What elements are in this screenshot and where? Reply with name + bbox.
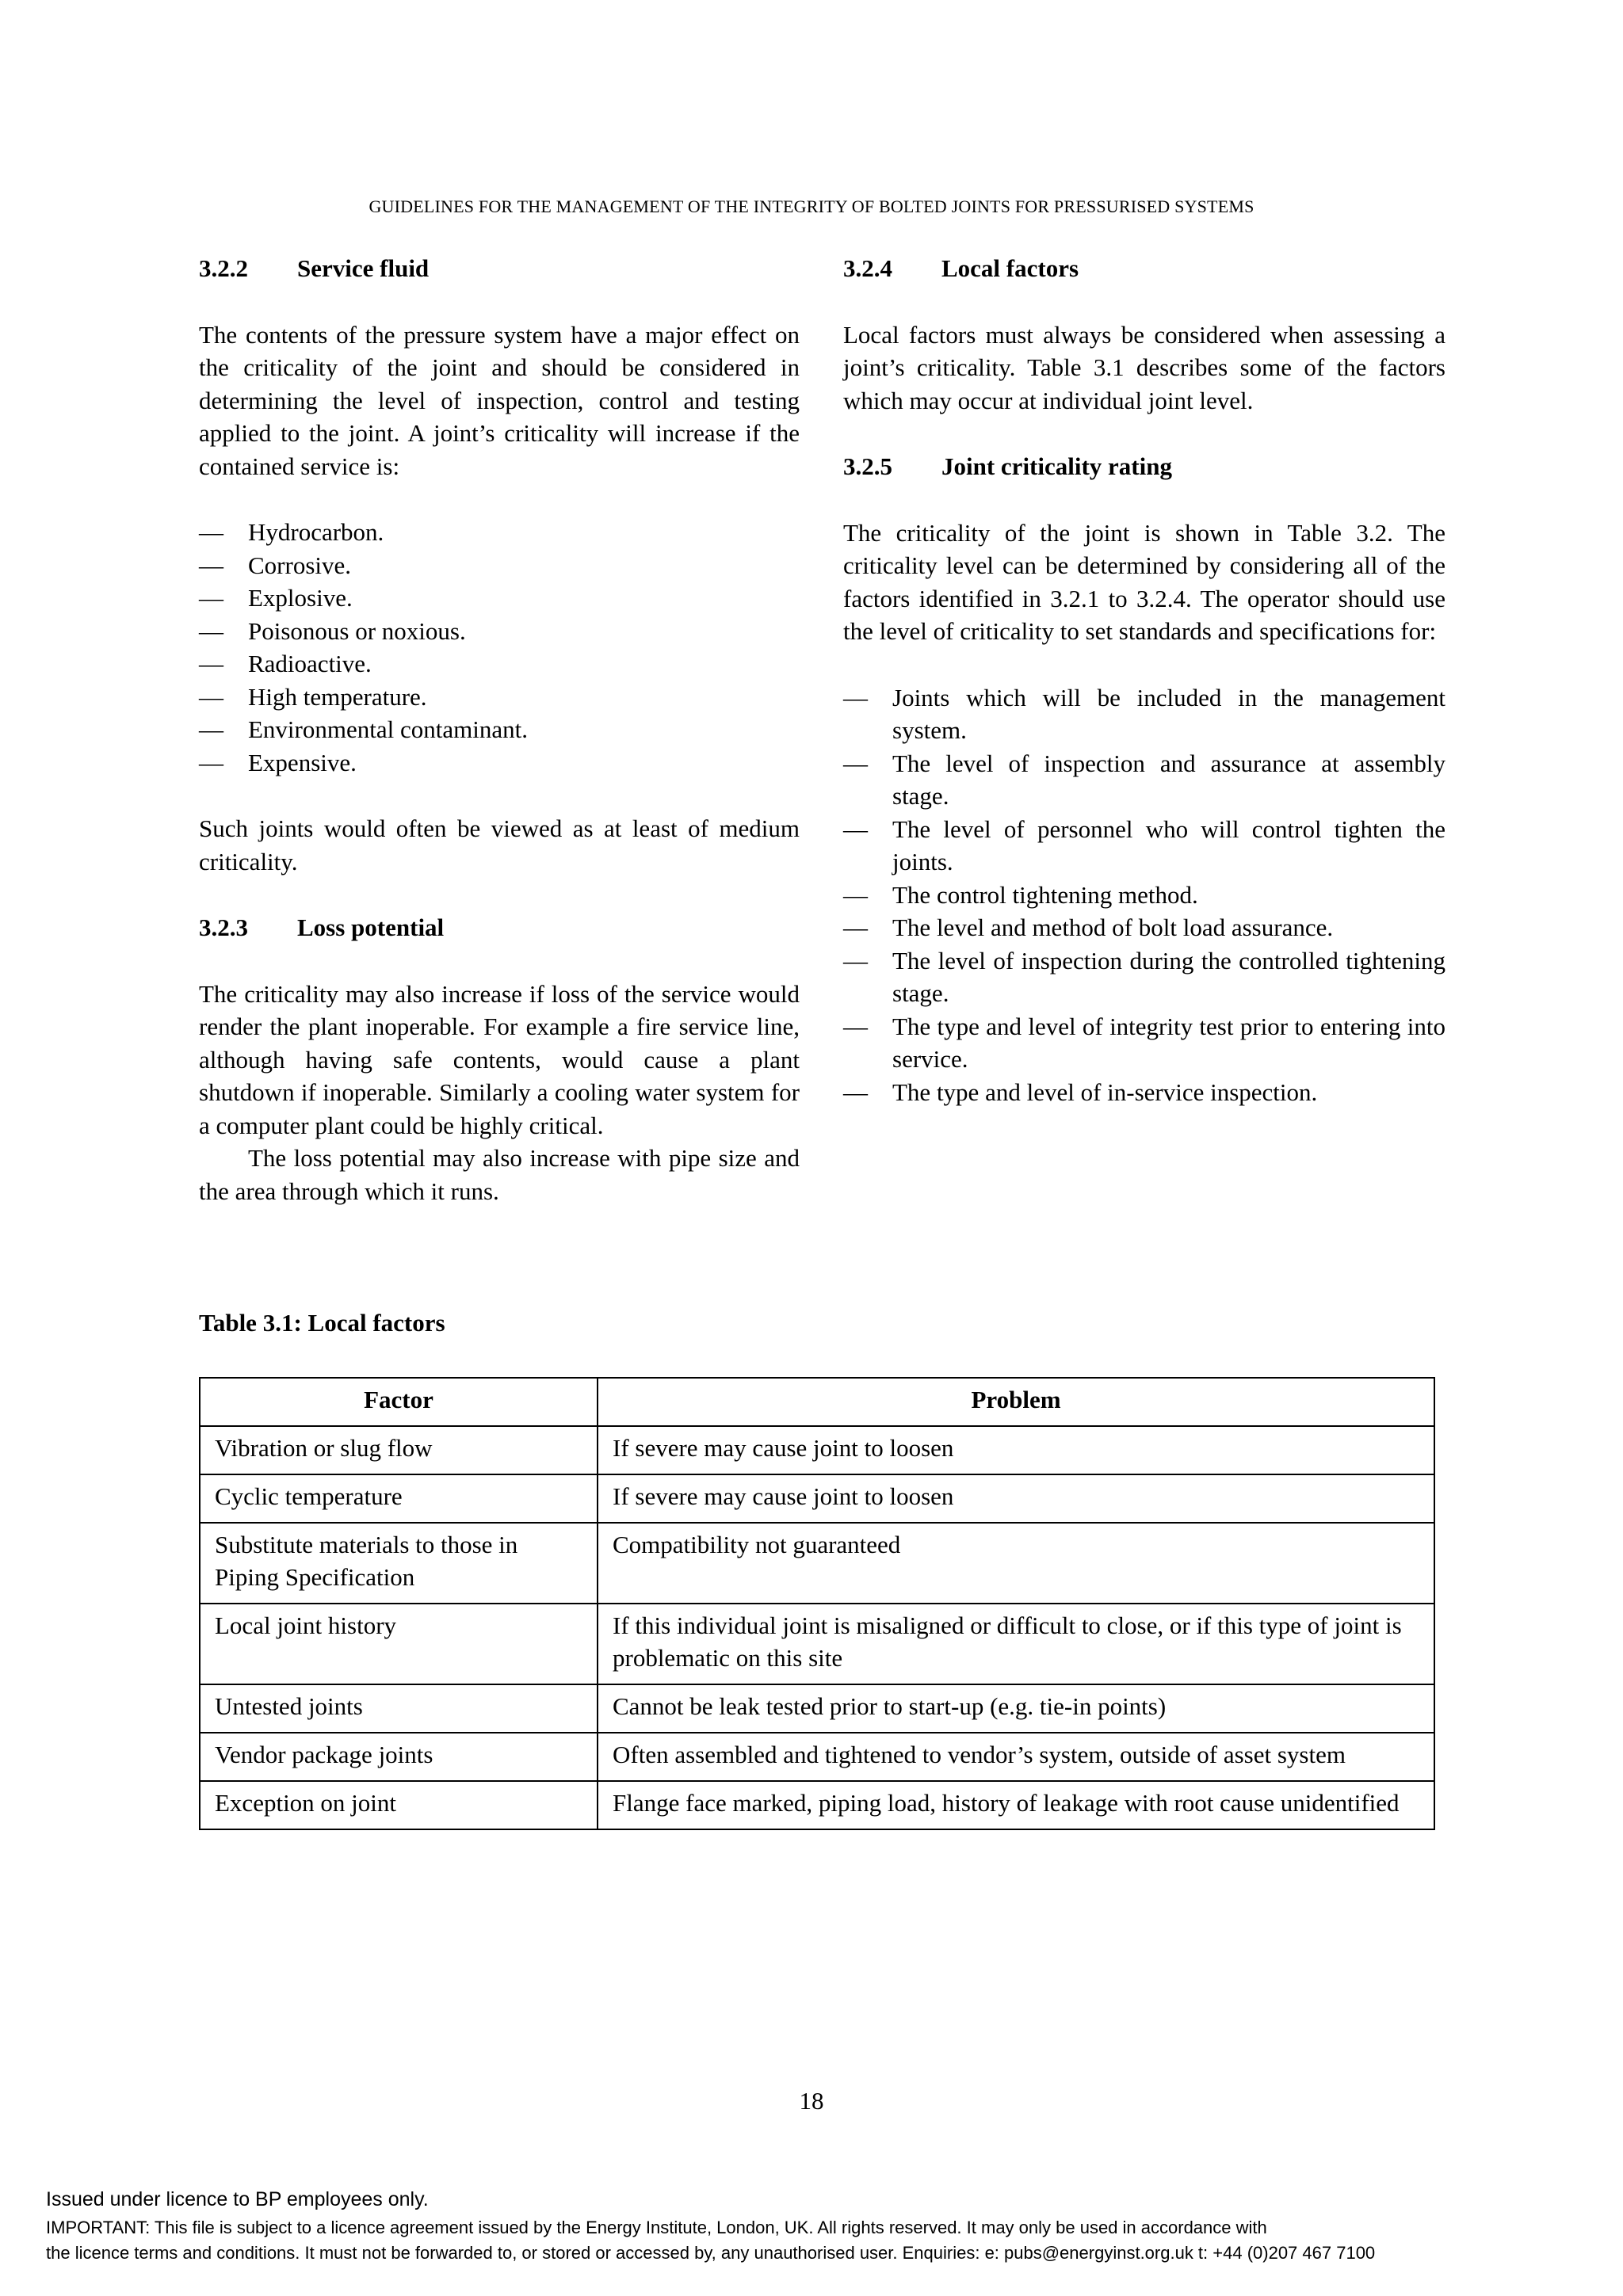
list-item: — The level of inspection during the controlled tightening stage. [843,944,1445,1010]
table-cell: Untested joints [200,1684,598,1733]
table-row [200,1426,1434,1474]
list-item: — Poisonous or noxious. [199,615,800,648]
list-item: — The control tightening method. [843,879,1445,912]
list-item: — Hydrocarbon. [199,516,800,549]
paragraph: Local factors must always be considered when assessing a joint’s criticality. Table 3.1 describes some of the factors which may occur at individual joint level. [843,320,1445,414]
list-item: — Environmental contaminant. [199,713,800,746]
section-number: 3.2.5 [843,452,892,480]
list-item: — The level and method of bolt load assurance. [843,911,1445,944]
page-number: 18 [799,2087,824,2115]
section-heading-3-2-4 [843,252,1445,285]
table-cell: Often assembled and tightened to vendor’s system, outside of asset system [598,1733,1434,1781]
section-heading-3-2-3 [199,911,800,944]
table-cell: Vibration or slug flow [200,1426,598,1474]
list-item: — The type and level of integrity test prior to entering into service. [843,1010,1445,1076]
section-number: 3.2.2 [199,254,248,282]
section-title: Service fluid [297,254,430,282]
table-row [200,1781,1434,1829]
table-cell: Cannot be leak tested prior to start-up (e.g. tie-in points) [598,1684,1434,1733]
specification-list [843,681,1445,1109]
list-item: — Joints which will be included in the management system. [843,681,1445,747]
section-number: 3.2.4 [843,254,892,282]
section-heading-3-2-5 [843,450,1445,483]
paragraph: The contents of the pressure system have a major effect on the criticality of the joint and should be considered in determining the level of inspection, control and testing applied to the joint. A joint’s criticality will increase if the contained service is: [199,320,800,480]
table-row [200,1474,1434,1523]
table-header-row [200,1378,1434,1426]
section-heading-3-2-2 [199,252,800,285]
table-row [200,1733,1434,1781]
section-title: Joint criticality rating [941,452,1172,480]
list-item: — Corrosive. [199,549,800,582]
service-list [199,516,800,779]
list-item: — The type and level of in-service inspection. [843,1076,1445,1109]
paragraph: The criticality may also increase if loss of the service would render the plant inoperable. For example a fire service line, although having safe contents, would cause a plant shutdown if inoperable. Similarly a cooling water system for a computer plant could be highly critical. [199,979,800,1139]
table-cell: Substitute materials to those in Piping Specification [200,1523,598,1604]
list-item: — The level of personnel who will control tighten the joints. [843,813,1445,879]
paragraph: Such joints would often be viewed as at least of medium criticality. [199,814,800,875]
table-cell: Local joint history [200,1604,598,1684]
list-item: — Radioactive. [199,647,800,681]
table-cell: Cyclic temperature [200,1474,598,1523]
section-number: 3.2.3 [199,913,248,941]
section-title: Loss potential [297,913,445,941]
list-item: — Expensive. [199,746,800,780]
table-cell: If severe may cause joint to loosen [598,1426,1434,1474]
table-cell: Flange face marked, piping load, history of leakage with root cause unidentified [598,1781,1434,1829]
local-factors-table [199,1377,1435,1830]
table-row [200,1604,1434,1684]
table-cell: If this individual joint is misaligned or difficult to close, or if this type of joint is problematic on this site [598,1604,1434,1684]
table-cell: Compatibility not guaranteed [598,1523,1434,1604]
licence-footer [46,2187,1599,2266]
running-header: GUIDELINES FOR THE MANAGEMENT OF THE INTEGRITY OF BOLTED JOINTS FOR PRESSURISED SYSTEMS [369,196,1254,216]
footer-line: IMPORTANT: This file is subject to a licence agreement issued by the Energy Institute, London, UK. All rights reserved. It may only be used in accordance with [46,2218,1267,2237]
table-caption: Table 3.1: Local factors [199,1309,445,1337]
paragraph: The criticality of the joint is shown in Table 3.2. The criticality level can be determined by considering all of the factors identified in 3.2.1 to 3.2.4. The operator should use the level of criticality to set standards and specifications for: [843,518,1445,645]
licence-notice: Issued under licence to BP employees only. [46,2188,429,2210]
footer-line: the licence terms and conditions. It must not be forwarded to, or stored or accessed by, any unauthorised user. Enquiries: e: pubs@energyinst.org.uk t: +44 (0)207 467 7100 [46,2243,1376,2263]
column-header-factor: Factor [200,1378,598,1426]
column-header-problem: Problem [598,1378,1434,1426]
list-item: — High temperature. [199,681,800,714]
left-column [199,252,800,1207]
right-column [843,252,1445,1108]
table-cell: Exception on joint [200,1781,598,1829]
table-row [200,1523,1434,1604]
paragraph: The loss potential may also increase with pipe size and the area through which it runs. [199,1144,800,1205]
list-item: — Explosive. [199,582,800,615]
section-title: Local factors [941,254,1079,282]
table-cell: If severe may cause joint to loosen [598,1474,1434,1523]
table-cell: Vendor package joints [200,1733,598,1781]
table-row [200,1684,1434,1733]
list-item: — The level of inspection and assurance at assembly stage. [843,747,1445,813]
